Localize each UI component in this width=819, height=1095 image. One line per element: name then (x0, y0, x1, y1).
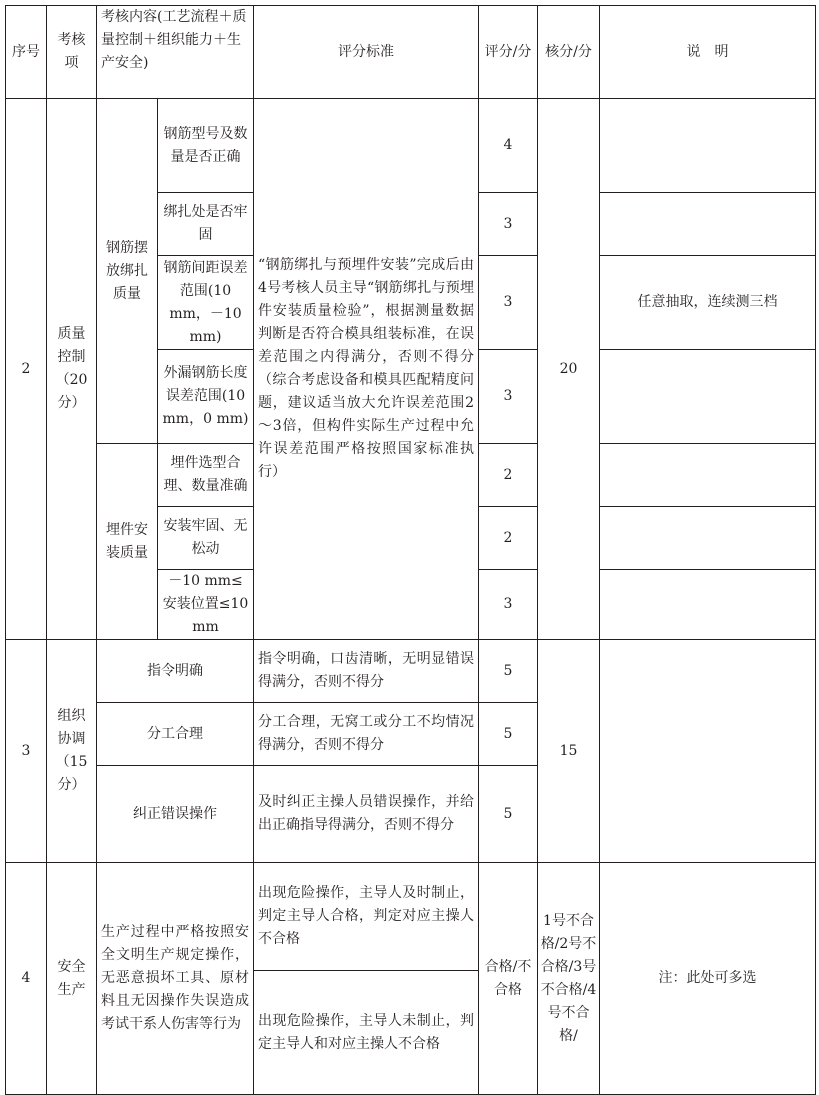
quality-remark-6 (600, 507, 816, 570)
quality-score-6: 2 (479, 507, 538, 570)
organize-score-2: 5 (479, 703, 538, 766)
quality-score-5: 2 (479, 444, 538, 507)
quality-remark-2 (600, 193, 816, 256)
header-no: 序号 (6, 6, 47, 99)
organize-criteria-1: 指令明确，口齿清晰，无明显错误得满分，否则不得分 (254, 640, 479, 703)
organize-item: 组织协调（15分） (47, 640, 97, 863)
quality-content-1: 钢筋型号及数量是否正确 (158, 99, 254, 193)
quality-content-4: 外漏钢筋长度误差范围(10 mm，0 mm) (158, 350, 254, 444)
table-row (6, 99, 816, 193)
header-item: 考核项 (47, 6, 97, 99)
quality-rebar-group: 钢筋摆放绑扎质量 (97, 99, 158, 444)
safety-score: 合格/不合格 (479, 863, 538, 1095)
quality-remark-7 (600, 570, 816, 640)
organize-remark (600, 640, 816, 863)
organize-check: 15 (538, 640, 600, 863)
quality-remark-1 (600, 99, 816, 193)
header-row (6, 6, 816, 99)
quality-no: 2 (6, 99, 47, 640)
quality-content-6: 安装牢固、无松动 (158, 507, 254, 570)
quality-score-1: 4 (479, 99, 538, 193)
organize-criteria-2: 分工合理，无窝工或分工不均情况得满分，否则不得分 (254, 703, 479, 766)
quality-content-3: 钢筋间距误差范围(10 mm，－10 mm) (158, 256, 254, 350)
safety-item: 安全生产 (47, 863, 97, 1095)
safety-criteria-1: 出现危险操作，主导人及时制止，判定主导人合格，判定对应主操人不合格 (254, 863, 479, 971)
safety-check: 1号不合格/2号不合格/3号不合格/4号不合格/ (538, 863, 600, 1095)
table-row (6, 640, 816, 703)
quality-content-2: 绑扎处是否牢固 (158, 193, 254, 256)
quality-remark-5 (600, 444, 816, 507)
safety-no: 4 (6, 863, 47, 1095)
organize-content-1: 指令明确 (97, 640, 254, 703)
quality-remark-3: 任意抽取，连续测三档 (600, 256, 816, 350)
quality-score-2: 3 (479, 193, 538, 256)
quality-content-5: 埋件选型合理、数量准确 (158, 444, 254, 507)
header-check: 核分/分 (538, 6, 600, 99)
safety-content: 生产过程中严格按照安全文明生产规定操作，无恶意损坏工具、原材料且无因操作失误造成考试干系人伤害等行为 (97, 863, 254, 1095)
header-criteria: 评分标准 (254, 6, 479, 99)
header-content: 考核内容(工艺流程＋质量控制＋组织能力＋生产安全) (97, 6, 254, 99)
table-row (6, 863, 816, 971)
assessment-table (5, 5, 816, 1095)
safety-criteria-2: 出现危险操作，主导人未制止，判定主导人和对应主操人不合格 (254, 971, 479, 1095)
header-score: 评分/分 (479, 6, 538, 99)
organize-criteria-3: 及时纠正主操人员错误操作，并给出正确指导得满分，否则不得分 (254, 766, 479, 863)
quality-score-4: 3 (479, 350, 538, 444)
quality-criteria: “钢筋绑扎与预埋件安装”完成后由4号考核人员主导“钢筋绑扎与预埋件安装质量检验”，根据测量数据判断是否符合模具组装标准，在误差范围之内得满分，否则不得分（综合考虑设备和模具匹配精度问题，建议适当放大允许误差范围2～3倍，但构件实际生产过程中允许误差范围严格按照国家标准执行） (254, 99, 479, 640)
quality-item: 质量控制（20分） (47, 99, 97, 640)
quality-score-7: 3 (479, 570, 538, 640)
quality-remark-4 (600, 350, 816, 444)
organize-content-2: 分工合理 (97, 703, 254, 766)
quality-content-7: －10 mm≤安装位置≤10 mm (158, 570, 254, 640)
quality-check: 20 (538, 99, 600, 640)
organize-score-3: 5 (479, 766, 538, 863)
quality-score-3: 3 (479, 256, 538, 350)
organize-content-3: 纠正错误操作 (97, 766, 254, 863)
safety-remark: 注：此处可多选 (600, 863, 816, 1095)
organize-no: 3 (6, 640, 47, 863)
quality-embed-group: 埋件安装质量 (97, 444, 158, 640)
organize-score-1: 5 (479, 640, 538, 703)
header-remark: 说 明 (600, 6, 816, 99)
